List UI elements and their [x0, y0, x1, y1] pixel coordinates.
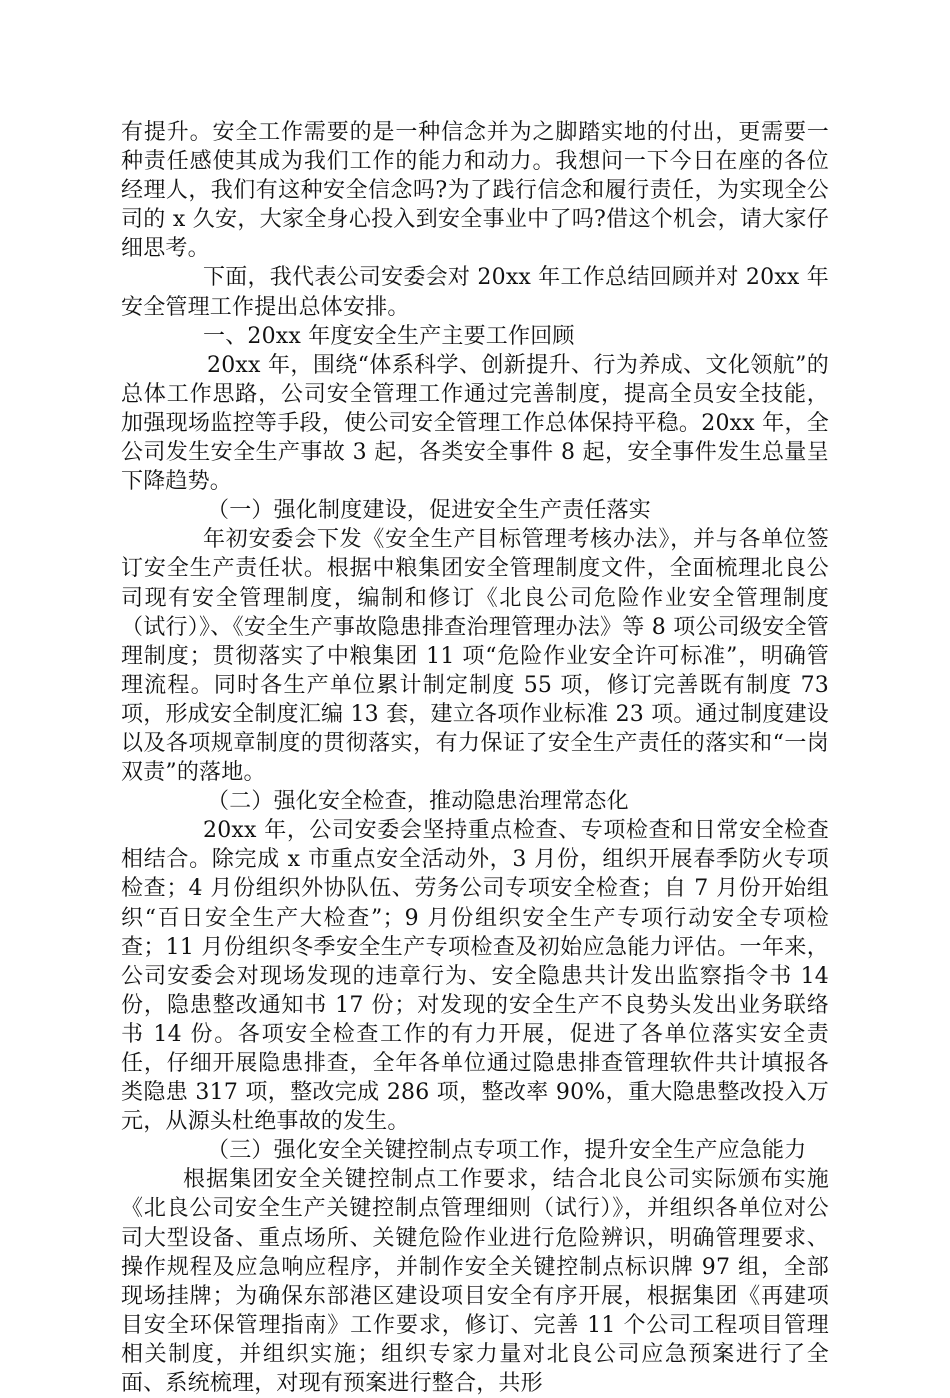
section-heading: 一、20xx 年度安全生产主要工作回顾 — [203, 323, 575, 349]
subsection-heading: （二）强化安全检查，推动隐患治理常态化 — [207, 789, 629, 815]
body-paragraph: 根据集团安全关键控制点工作要求，结合北良公司实际颁布实施《北良公司安全生产关键控制点管理细则（试行）》，并组织各单位对公司大型设备、重点场所、关键危险作业进行危险辨识，明确管理要求、操作规程及应急响应程序，并制作安全关键控制点标识牌 97 组，全部现场挂牌；为确保东部港区建设项目安全有序开展，根据集团《再建项目安全环保管理指南》工作要求，修订、完善 11 个公司工程项目管理相关制度，并组织实施；组织专家力量对北良公司应急预案进行了全面、系统梳理，对现有预案进行整合，共形 — [121, 1167, 829, 1397]
body-paragraph: 20xx 年，围绕“体系科学、创新提升、行为养成、文化领航”的总体工作思路，公司安全管理工作通过完善制度，提高全员安全技能，加强现场监控等手段，使公司安全管理工作总体保持平稳。20xx 年，全公司发生安全生产事故 3 起，各类安全事件 8 起，安全事件发生总量呈下降趋势。 — [121, 352, 829, 495]
body-paragraph: 下面，我代表公司安委会对 20xx 年工作总结回顾并对 20xx 年安全管理工作提出总体安排。 — [121, 265, 829, 320]
subsection-heading: （一）强化制度建设，促进安全生产责任落实 — [207, 498, 652, 524]
body-paragraph: 20xx 年，公司安委会坚持重点检查、专项检查和日常安全检查相结合。除完成 x 市重点安全活动外，3 月份，组织开展春季防火专项检查；4 月份组织外协队伍、劳务公司专项安全检查；自 7 月份开始组织“百日安全生产大检查”；9 月份组织安全生产专项行动安全专项检查；11 月份组织冬季安全生产专项检查及初始应急能力评估。一年来，公司安委会对现场发现的违章行为、安全隐患共计发出监察指令书 14 份，隐患整改通知书 17 份；对发现的安全生产不良势头发出业务联络书 14 份。各项安全检查工作的有力开展，促进了各单位落实安全责任，仔细开展隐患排查，全年各单位通过隐患排查管理软件共计填报各类隐患 317 项，整改完成 286 项，整改率 90%，重大隐患整改投入万元，从源头杜绝事故的发生。 — [121, 818, 829, 1135]
body-paragraph: 年初安委会下发《安全生产目标管理考核办法》，并与各单位签订安全生产责任状。根据中粮集团安全管理制度文件，全面梳理北良公司现有安全管理制度，编制和修订《北良公司危险作业安全管理制度（试行）》、《安全生产事故隐患排查治理管理办法》等 8 项公司级安全管理制度；贯彻落实了中粮集团 11 项“危险作业安全许可标准”，明确管理流程。同时各生产单位累计制定制度 55 项，修订完善既有制度 73 项，形成安全制度汇编 13 套，建立各项作业标准 23 项。通过制度建设以及各项规章制度的贯彻落实，有力保证了安全生产责任的落实和“一岗双责”的落地。 — [121, 527, 829, 786]
document-body — [121, 118, 829, 1398]
subsection-heading: （三）强化安全关键控制点专项工作，提升安全生产应急能力 — [207, 1138, 807, 1164]
body-paragraph: 有提升。安全工作需要的是一种信念并为之脚踏实地的付出，更需要一种责任感使其成为我们工作的能力和动力。我想问一下今日在座的各位经理人，我们有这种安全信念吗?为了践行信念和履行责任，为实现全公司的 x 久安，大家全身心投入到安全事业中了吗?借这个机会，请大家仔细思考。 — [121, 120, 829, 262]
